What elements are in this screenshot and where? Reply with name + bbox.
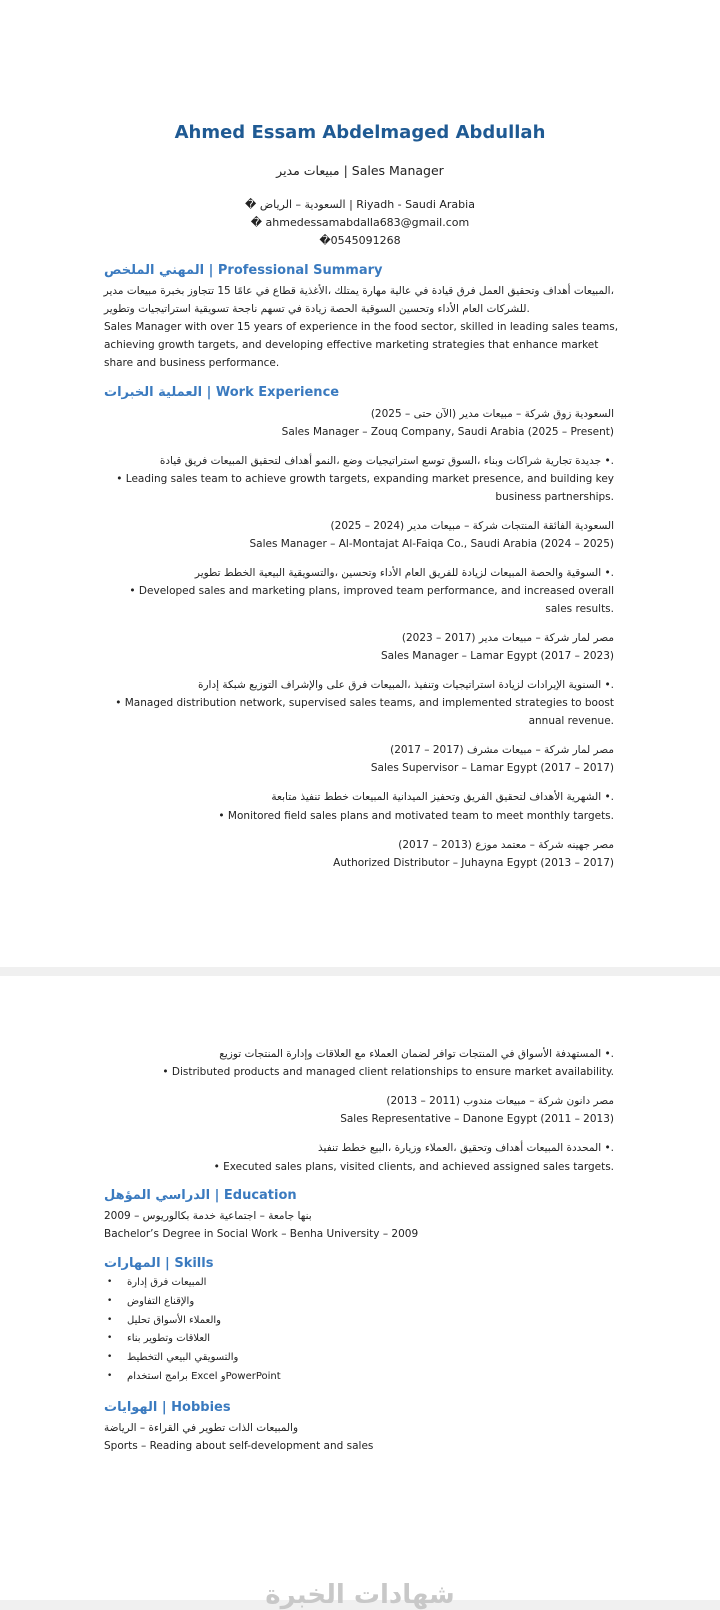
skill-item-1: المبيعات فرق إدارة [127,1277,207,1288]
cv-name: Ahmed Essam Abdelmaged Abdullah [174,122,546,143]
education-ar: بنها جامعة – اجتماعية خدمة بكالوريوس – 2009 [104,1210,312,1222]
experience-heading: العملية الخبرات | Work Experience [104,385,340,400]
job6-title-en: Sales Representative – Danone Egypt (2011 – 2013) [340,1113,614,1125]
job2-bullet-en1: • Developed sales and marketing plans, improved team performance, and increased overall [129,585,614,597]
summary-en-line2: achieving growth targets, and developing effective marketing strategies that enhance market [104,339,599,351]
summary-en-line1: Sales Manager with over 15 years of experience in the food sector, skilled in leading sales teams, [104,321,619,333]
job4-title-en: Sales Supervisor – Lamar Egypt (2017 – 2017) [370,762,614,774]
skill-bullet-5: • [107,1352,113,1362]
job6-title-ar: (2013 – 2011) مصر دانون شركة – مبيعات مندوب [386,1095,614,1107]
skill-item-5: والتسويقي البيعي التخطيط [127,1352,239,1363]
contact-email: � ahmedessamabdalla683@gmail.com [250,216,470,229]
job3-bullet-ar: السنوية الإيرادات لزيادة استراتيجيات وتنفيذ ،المبيعات فرق على والإشراف التوزيع شبكة إدارة •. [197,679,614,691]
skills-heading: المهارات | Skills [104,1256,214,1271]
skill-item-2: والإقناع التفاوض [127,1296,195,1307]
skill-bullet-4: • [107,1333,113,1343]
education-en: Bachelor’s Degree in Social Work – Benha University – 2009 [104,1228,419,1240]
education-heading: الدراسي المؤهل | Education [104,1188,297,1203]
job6-bullet-en: • Executed sales plans, visited clients, and achieved assigned sales targets. [213,1161,614,1173]
job4-bullet-en: • Monitored field sales plans and motivated team to meet monthly targets. [218,810,614,822]
summary-heading: المهني الملخص | Professional Summary [104,263,383,278]
hobbies-en: Sports – Reading about self-development and sales [104,1440,374,1452]
job2-bullet-ar: السوقية والحصة المبيعات لزيادة للفريق العام الأداء وتحسين ،والتسويقية البيعية الخطط تطوير •. [194,567,614,579]
job5-title-ar: (2017 – 2013) مصر جهينه شركة – معتمد موزع [398,839,614,851]
skill-bullet-6: • [107,1371,113,1381]
summary-en-line3: share and business performance. [104,357,280,369]
job2-title-ar: (2025 – 2024) السعودية الفائقة المنتجات شركة – مبيعات مدير [330,520,614,532]
job3-bullet-en2: annual revenue. [528,715,614,727]
cv-job-title: مبيعات مدير | Sales Manager [276,163,444,178]
skill-item-3: والعملاء الأسواق تحليل [127,1315,221,1326]
job3-title-ar: (2023 – 2017) مصر لمار شركة – مبيعات مدير [401,632,614,644]
skill-bullet-3: • [107,1315,113,1325]
skill-bullet-1: • [107,1277,113,1287]
job4-title-ar: (2017 – 2017) مصر لمار شركة – مبيعات مشرف [390,744,614,756]
job5-bullet-ar: المستهدفة الأسواق في المنتجات توافر لضمان العملاء مع العلاقات وإدارة المنتجات توزيع •. [219,1048,614,1060]
job3-title-en: Sales Manager – Lamar Egypt (2017 – 2023) [380,650,614,662]
job3-bullet-en1: • Managed distribution network, supervised sales teams, and implemented strategies to boost [115,697,614,709]
job5-bullet-en: • Distributed products and managed client relationships to ensure market availability. [162,1066,614,1078]
skill-bullet-2: • [107,1296,113,1306]
hobbies-heading: الهوايات | Hobbies [104,1400,231,1415]
job2-bullet-en2: sales results. [545,603,614,615]
job6-bullet-ar: المحددة المبيعات أهداف وتحقيق ،العملاء وزيارة ،البيع خطط تنفيذ •. [318,1142,614,1154]
job4-bullet-ar: الشهرية الأهداف لتحقيق الفريق وتحفيز الميدانية المبيعات خطط تنفيذ متابعة •. [271,791,614,803]
summary-ar-line2: للشركات العام الأداء وتحسين السوقية الحصة زيادة في تسهم ناجحة تسويقية استراتيجيات وتطوير. [104,303,530,315]
contact-phone: �0545091268 [319,234,401,247]
contact-location: � السعودية – الرياض | Riyadh - Saudi Arabia [245,198,475,211]
skill-item-4: العلاقات وتطوير بناء [127,1333,211,1344]
hobbies-ar: والمبيعات الذات تطوير في القراءة – الرياضة [104,1422,299,1434]
faded-footer-text: شهادات الخبرة [265,1580,455,1610]
skill-item-6: برامج استخدام Excel وPowerPoint [127,1371,281,1382]
job5-title-en: Authorized Distributor – Juhayna Egypt (2013 – 2017) [333,857,614,869]
job2-title-en: Sales Manager – Al-Montajat Al-Faiqa Co., Saudi Arabia (2024 – 2025) [249,538,614,550]
job1-title-en: Sales Manager – Zouq Company, Saudi Arabia (2025 – Present) [281,426,614,438]
job1-bullet-en1: • Leading sales team to achieve growth targets, expanding market presence, and building key [116,473,614,485]
job1-bullet-ar: جديدة تجارية شراكات وبناء ،السوق توسع استراتيجيات وضع ،النمو أهداف لتحقيق المبيعات فريق قيادة •. [159,455,614,467]
summary-ar-line1: المبيعات أهداف وتحقيق العمل فرق قيادة في عالية مهارة يمتلك ،الأغذية قطاع في عامًا 15 تتجاوز بخبرة مبيعات مدير، [103,285,614,297]
job1-bullet-en2: business partnerships. [495,491,614,503]
job1-title-ar: (الآن حتى – 2025) السعودية زوق شركة – مبيعات مدير [370,408,614,420]
